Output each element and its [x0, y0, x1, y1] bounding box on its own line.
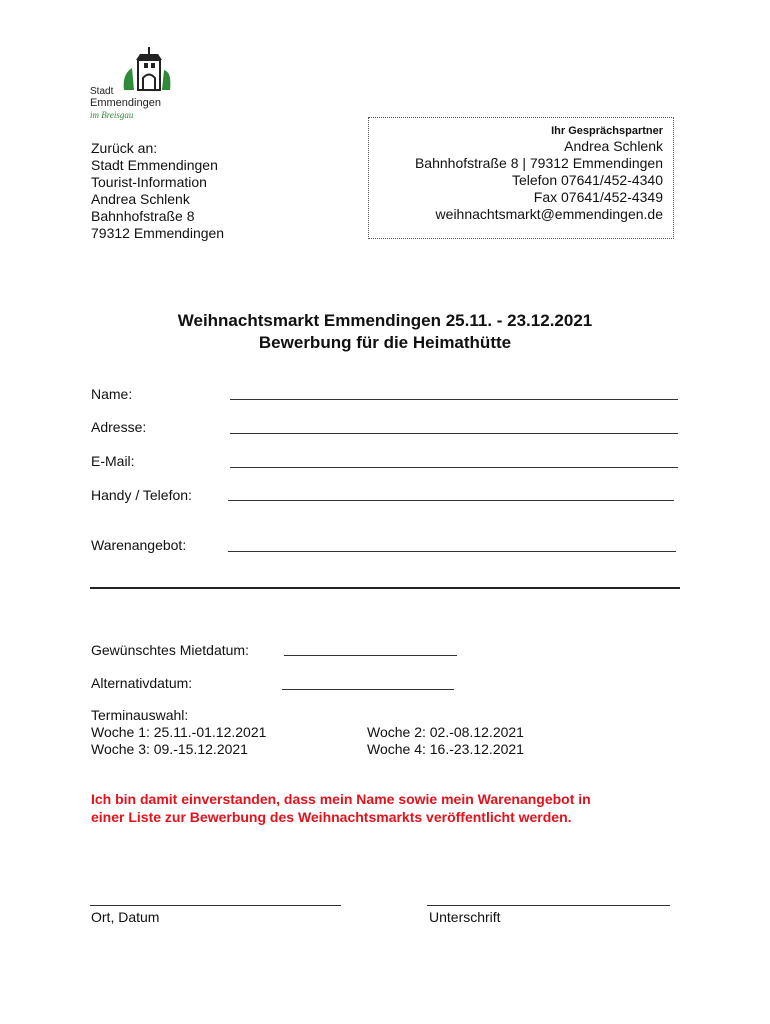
schedule-week-1: Woche 1: 25.11.-01.12.2021 [91, 724, 267, 740]
title-line-application: Bewerbung für die Heimathütte [258, 333, 512, 352]
return-address-line: Zurück an: [91, 140, 158, 156]
logo-text-stadt: Stadt [90, 86, 114, 97]
city-gate-icon [118, 46, 176, 92]
alt-date-field[interactable] [282, 689, 454, 690]
contact-address: Bahnhofstraße 8 | 79312 Emmendingen [414, 155, 663, 171]
name-label: Name: [91, 386, 133, 402]
schedule-week-2: Woche 2: 02.-08.12.2021 [367, 724, 524, 740]
rent-date-label: Gewünschtes Mietdatum: [91, 642, 249, 658]
schedule-week-3: Woche 3: 09.-15.12.2021 [91, 741, 248, 757]
return-address [91, 140, 224, 242]
return-address-line: Tourist-Information [91, 174, 207, 190]
city-logo [88, 44, 188, 124]
contact-fax: Fax 07641/452-4349 [533, 189, 663, 205]
return-address-line: Andrea Schlenk [91, 191, 190, 207]
contact-email: weihnachtsmarkt@emmendingen.de [435, 206, 663, 222]
return-address-line: Stadt Emmendingen [91, 157, 218, 173]
contact-phone: Telefon 07641/452-4340 [511, 172, 663, 188]
schedule-week-4: Woche 4: 16.-23.12.2021 [367, 741, 524, 757]
place-date-label: Ort, Datum [91, 909, 160, 925]
place-date-line[interactable] [90, 905, 341, 906]
return-address-line: Bahnhofstraße 8 [91, 208, 195, 224]
phone-label: Handy / Telefon: [91, 487, 192, 503]
logo-text-region: im Breisgau [90, 110, 134, 120]
rent-date-field[interactable] [284, 655, 457, 656]
contact-box [368, 117, 674, 239]
signature-label: Unterschrift [429, 909, 501, 925]
document-title [0, 310, 770, 354]
goods-label: Warenangebot: [91, 537, 187, 553]
phone-field[interactable] [228, 500, 674, 501]
address-field[interactable] [230, 433, 678, 434]
goods-field[interactable] [228, 551, 676, 552]
consent-line: Ich bin damit einverstanden, dass mein Name sowie mein Warenangebot in [91, 791, 591, 807]
section-divider [90, 587, 680, 589]
consent-line: einer Liste zur Bewerbung des Weihnachtsmarkts veröffentlicht werden. [91, 809, 572, 825]
schedule-heading: Terminauswahl: [91, 707, 189, 723]
contact-name: Andrea Schlenk [564, 138, 663, 154]
alt-date-label: Alternativdatum: [91, 675, 193, 691]
signature-line[interactable] [427, 905, 670, 906]
name-field[interactable] [230, 399, 678, 400]
consent-notice [91, 790, 691, 826]
email-field[interactable] [230, 467, 678, 468]
email-label: E-Mail: [91, 453, 135, 469]
logo-text-city: Emmendingen [90, 97, 161, 109]
contact-caption: Ihr Gesprächspartner [551, 125, 663, 137]
return-address-line: 79312 Emmendingen [91, 225, 225, 241]
title-line-event: Weihnachtsmarkt Emmendingen 25.11. - 23.12.2021 [177, 311, 593, 330]
address-label: Adresse: [91, 419, 147, 435]
